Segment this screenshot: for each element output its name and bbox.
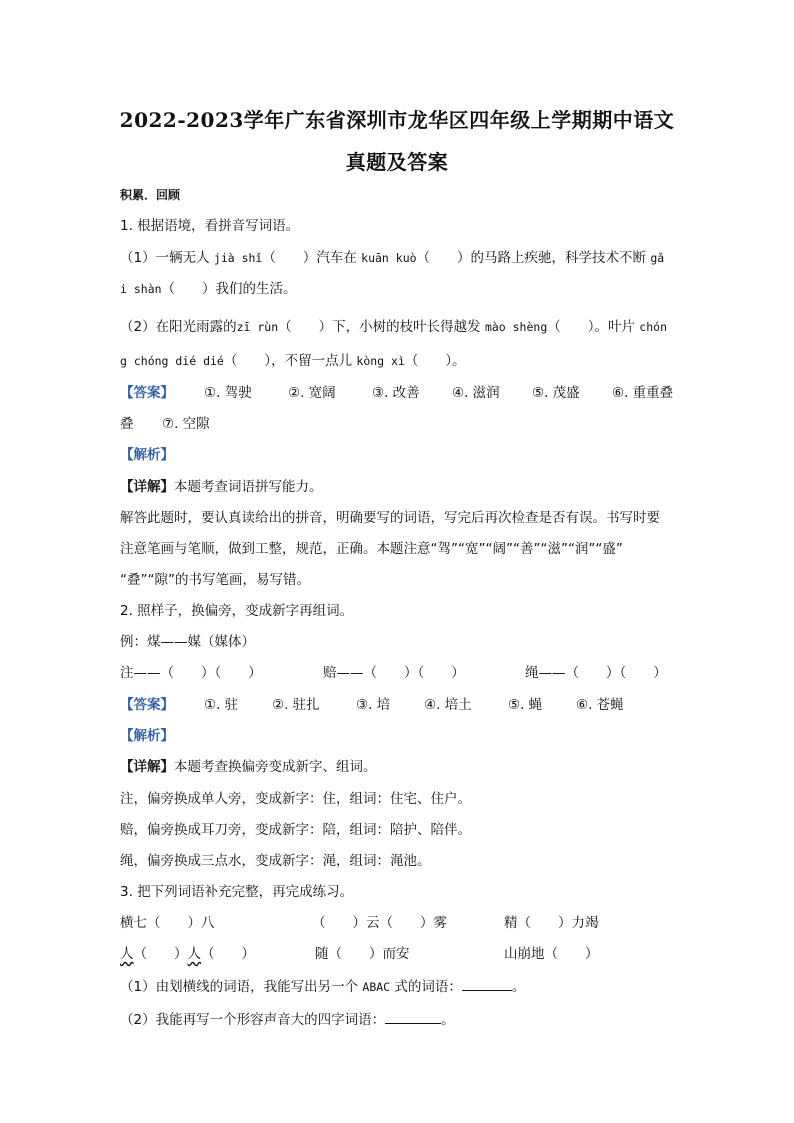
q3-sub2-answer-blank[interactable] [385, 1010, 441, 1024]
q3-prompt: 3. 把下列词语补充完整，再完成练习。 [120, 884, 354, 900]
q2-item-sheng: 绳——（ ）（ ） [525, 665, 667, 681]
q1-answer-cont: 叠 ⑦. 空隙 [120, 416, 210, 432]
document-title-line1: 2022-2023学年广东省深圳市龙华区四年级上学期期中语文 [119, 108, 675, 132]
q3-idiom-5: 随（ ）而安 [315, 946, 410, 962]
q1-answer: 【答案】 ①. 驾驶 ②. 宽阔 ③. 改善 ④. 滋润 ⑤. 茂盛 ⑥. 重重叠 [120, 385, 674, 401]
q1-sentence1: （1）一辆无人 jià shǐ（ ）汽车在 kuān kuò（ ）的马路上疾驰，科学技术不断 gǎ [120, 250, 665, 266]
q1-explanation-1: 解答此题时，要认真读给出的拼音，明确要写的词语，写完后再次检查是否有误。书写时要 [120, 510, 660, 526]
q3-idiom-3: 精（ ）力竭 [504, 915, 599, 931]
q2-detail: 【详解】本题考查换偏旁变成新字、组词。 [120, 759, 377, 775]
q1-detail: 【详解】本题考查词语拼写能力。 [120, 479, 323, 495]
q1-explanation-2: 注意笔画与笔顺，做到工整，规范，正确。本题注意“驾”“宽”“阔”“善”“滋”“润”“盛” [120, 541, 623, 557]
q2-item-pei: 赔——（ ）（ ） [323, 665, 465, 681]
q2-explanation-2: 赔，偏旁换成耳刀旁，变成新字：陪，组词：陪护、陪伴。 [120, 822, 471, 838]
q1-sentence2-cont: g chóng dié dié（ ），不留一点儿 kòng xì（ ）。 [120, 353, 466, 369]
q3-sub1: （1）由划横线的词语，我能写出另一个 ABAC 式的词语： 。 [120, 979, 526, 995]
q2-prompt: 2. 照样子，换偏旁，变成新字再组词。 [120, 603, 354, 619]
q3-idiom-6: 山崩地（ ） [504, 946, 599, 962]
q1-sentence2: （2）在阳光雨露的zī rùn（ ）下，小树的枝叶长得越发 mào shèng（ ）。叶片 chón [120, 319, 667, 335]
document-title-line2: 真题及答案 [345, 150, 449, 174]
q1-prompt: 1. 根据语境，看拼音写词语。 [120, 218, 300, 234]
q2-example: 例：煤——媒（媒体） [120, 634, 255, 650]
q2-explanation-3: 绳，偏旁换成三点水，变成新字：渑，组词：渑池。 [120, 853, 431, 869]
q3-idiom-4: 人（ ）人（ ） [120, 946, 255, 962]
q2-explanation-1: 注，偏旁换成单人旁，变成新字：住，组词：住宅、住户。 [120, 791, 471, 807]
q2-analysis-tag: 【解析】 [120, 728, 174, 744]
q1-explanation-3: “叠”“隙”的书写笔画，易写错。 [120, 572, 310, 588]
section-heading: 积累．回顾 [120, 188, 181, 202]
q3-idiom-1: 横七（ ）八 [120, 915, 215, 931]
q2-item-zhu: 注——（ ）（ ） [120, 665, 262, 681]
q1-analysis-tag: 【解析】 [120, 447, 174, 463]
q3-idiom-2: （ ）云（ ）雾 [312, 915, 447, 931]
q2-answer: 【答案】 ①. 驻 ②. 驻扎 ③. 培 ④. 培土 ⑤. 蝇 ⑥. 苍蝇 [120, 697, 624, 713]
q3-sub1-answer-blank[interactable] [462, 977, 512, 991]
q1-sentence1-cont: i shàn（ ）我们的生活。 [120, 281, 297, 297]
q3-sub2: （2）我能再写一个形容声音大的四字词语： 。 [120, 1012, 455, 1028]
